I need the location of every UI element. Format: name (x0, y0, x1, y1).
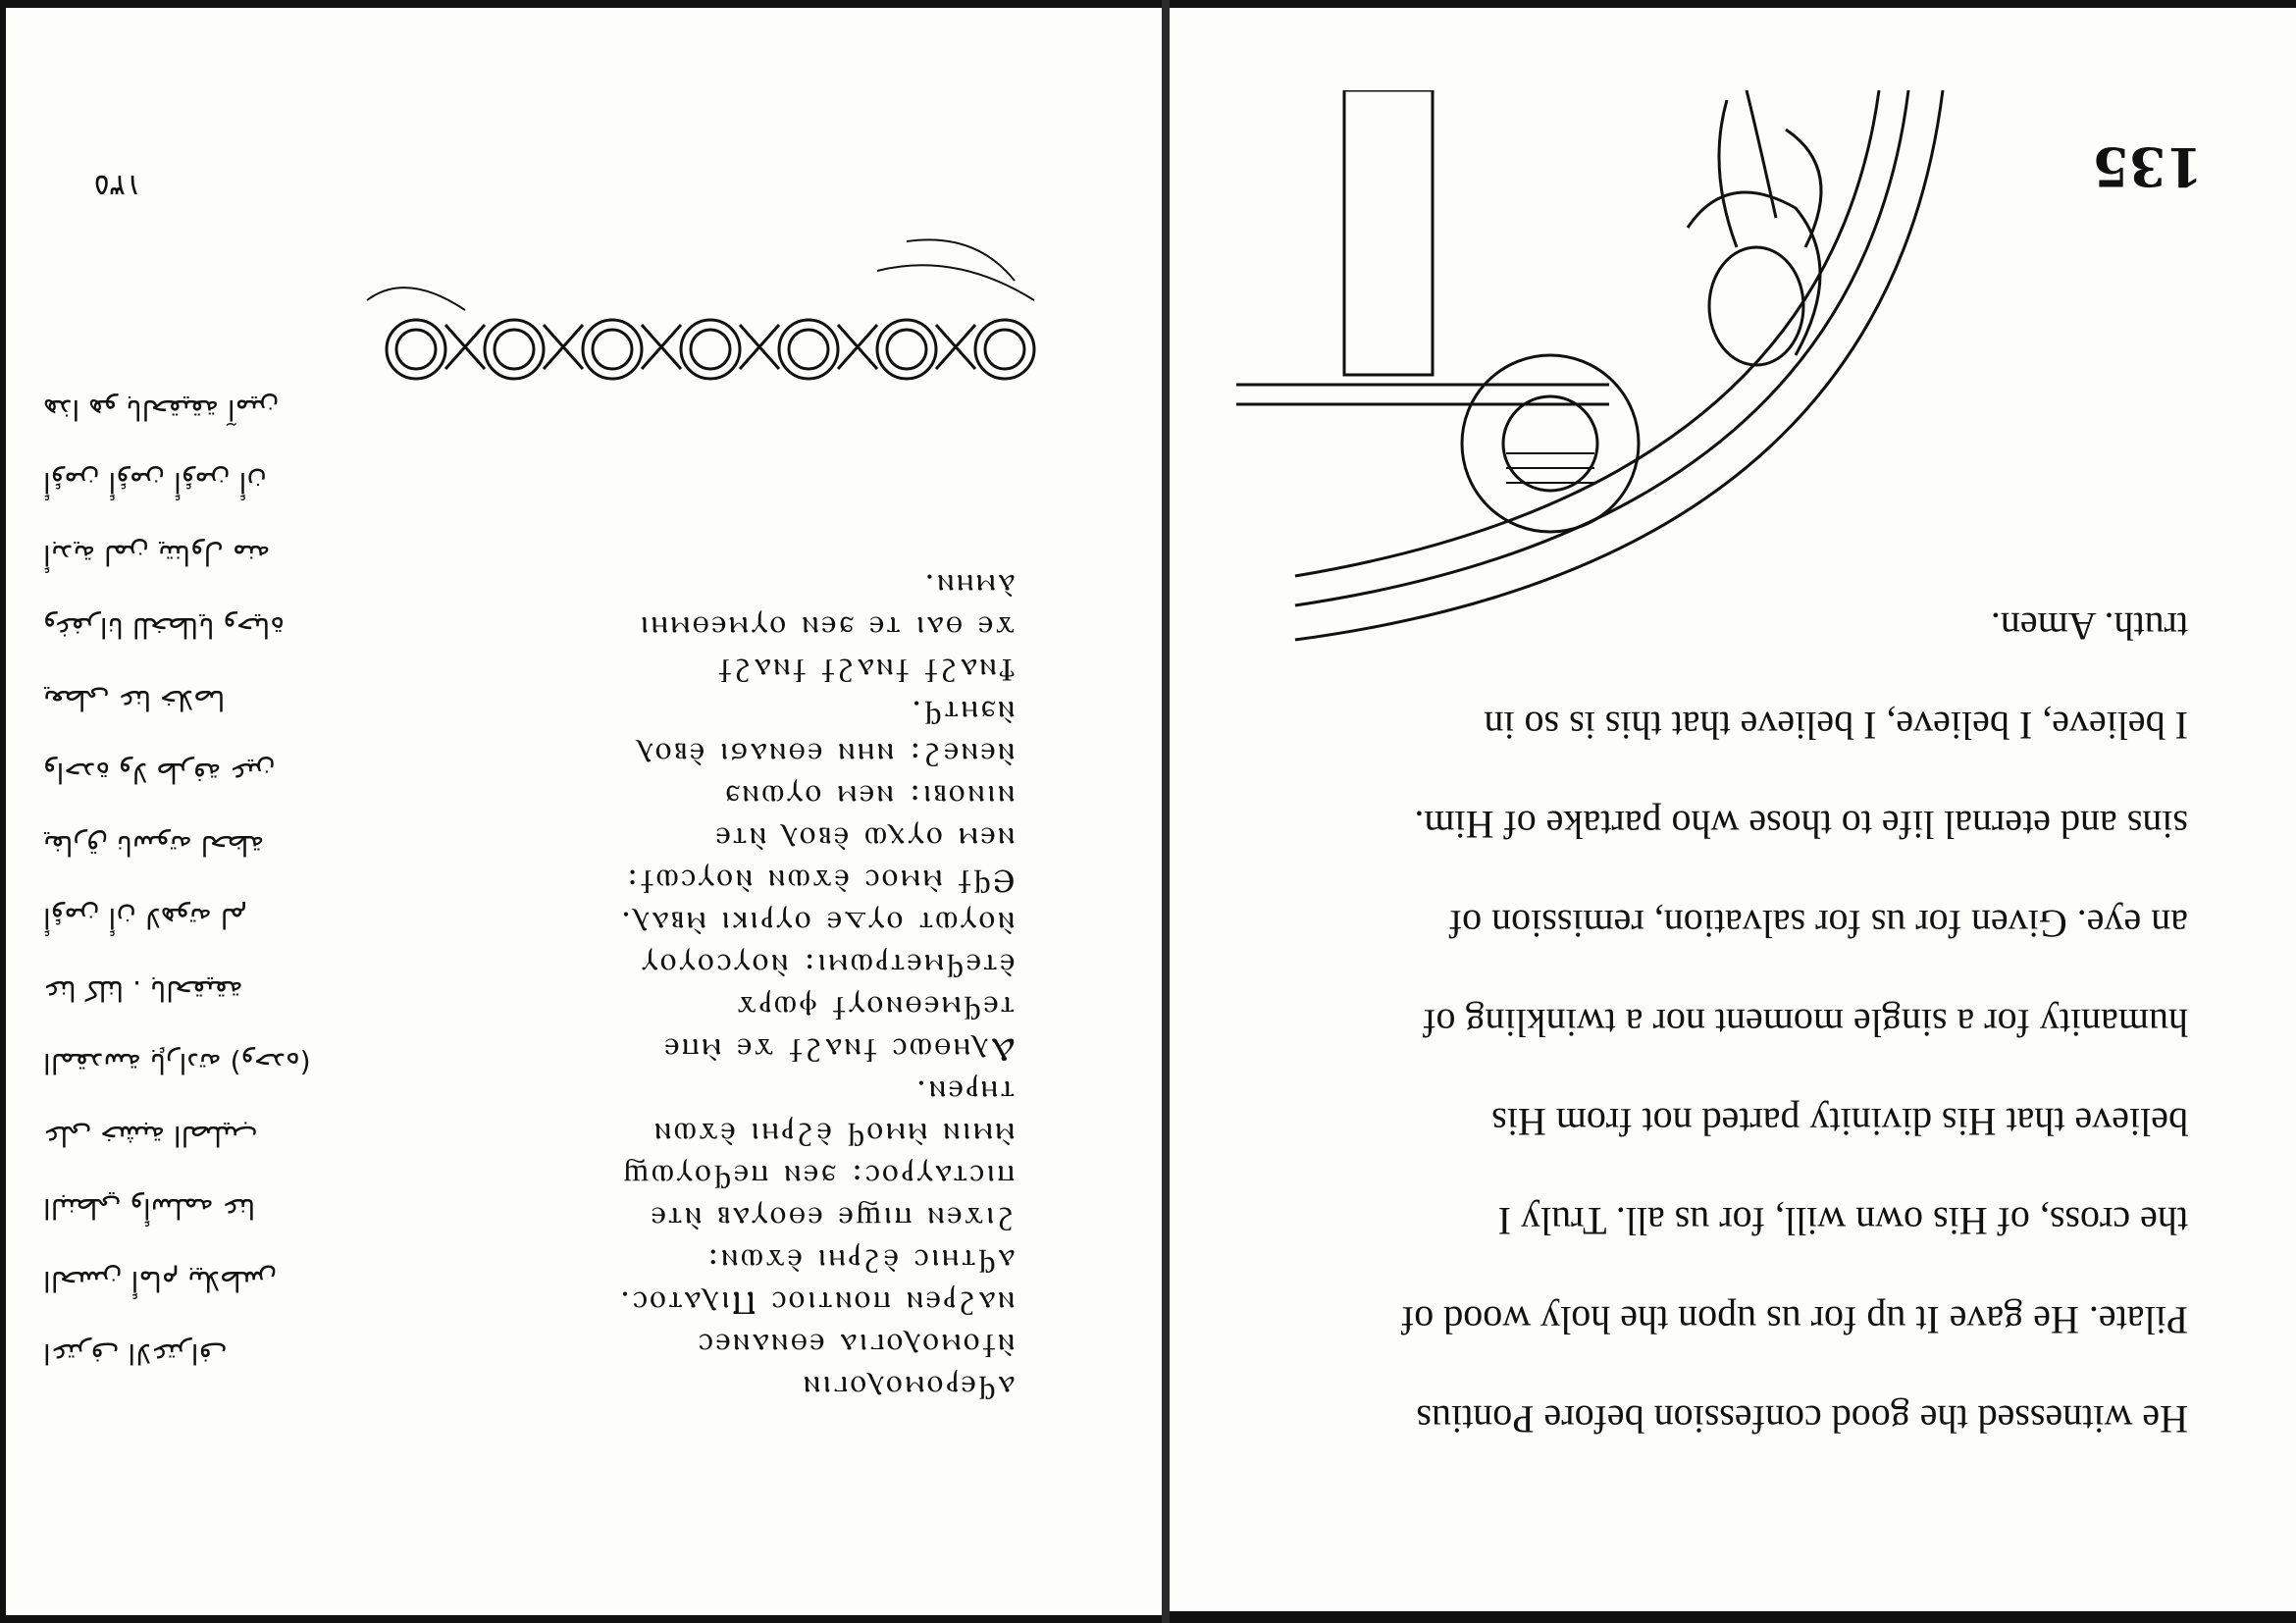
text-line: وغفرانا للخطايا وحياة (43, 611, 285, 644)
page-number: 135 (2092, 135, 2203, 198)
text-line: ⲛⲉⲙ ⲟⲩⲭⲱ ⲉ̀ⲃⲟⲗ ⲛ̀ⲧⲉ (712, 820, 1015, 859)
text-line: يعطى عنا خلاصا (43, 684, 226, 716)
text-line: He witnessed the good confession before Pontius (1416, 1397, 2188, 1441)
text-line: ⲛ̀ϯⲟⲙⲟⲗⲟⲅⲓⲁ ⲉⲑⲛⲁⲛⲉⲥ (696, 1327, 1015, 1365)
text-line: ⲉ̀ⲧⲉϥⲙⲉⲧⲣⲱⲙⲓ: ⲛ̀ⲟⲩⲥⲟⲩⲟⲩ (638, 947, 1015, 985)
text-line: humanity for a single moment nor a twinkling of (1423, 1001, 2188, 1045)
text-line: ⲧⲏⲣⲉⲛ. (913, 1073, 1015, 1112)
text-line: ⲛⲓⲛⲟⲃⲓ: ⲛⲉⲙ ⲟⲩⲱⲛϧ (722, 778, 1015, 816)
book-gutter (1162, 0, 1170, 1623)
text-line: I believe, I believe, I believe that this is so in (1484, 704, 2188, 748)
text-line: the cross, of His own will, for us all. Truly I (1497, 1199, 2188, 1243)
text-line: اعترف الاعتراف (43, 1337, 228, 1370)
text-line: Pilate. He gave It up for us upon the holy wood of (1400, 1298, 2188, 1342)
arabic-paragraph (43, 373, 357, 1389)
text-line: ⲛ̀ⲟⲩⲱⲧ ⲟⲩⲇⲉ ⲟⲩⲣⲓⲕⲓ ⲙ̀ⲃⲁⲗ. (617, 905, 1015, 943)
text-line: واحدة ولا طرفة عين (43, 757, 276, 789)
text-line: أؤمن أن لاهوته لم (43, 902, 247, 934)
text-line: ⲡⲓⲥⲧⲁⲩⲣⲟⲥ: ϧⲉⲛ ⲡⲉϥⲟⲩⲱϣ (620, 1158, 1015, 1196)
text-line: believe that His divinity parted not from His (1491, 1100, 2188, 1144)
text-line: هذا هو بالحقيقة آمين (43, 393, 280, 426)
text-line: على خشبة الصليب (43, 1120, 258, 1152)
christ-and-cross-illustration (1236, 90, 1982, 679)
text-line: أؤمن أؤمن أؤمن أن (43, 466, 267, 498)
text-line: truth. Amen. (1990, 604, 2188, 649)
text-line: الحسن أمام بيلاطس (43, 1265, 278, 1297)
text-line: ⲁϥⲧⲏⲓⲥ ⲉ̀ϩⲣⲏⲓ ⲉ̀ϫⲱⲛ: (704, 1242, 1015, 1281)
text-line: ⲧⲉϥⲙⲉⲑⲛⲟⲩϯ ⲫⲱⲣϫ (734, 989, 1015, 1027)
text-line: ⲙ̀ⲙⲓⲛ ⲙ̀ⲙⲟϥ ⲉ̀ϩⲣⲏⲓ ⲉ̀ϫⲱⲛ (652, 1116, 1015, 1154)
coptic-paragraph (465, 565, 1015, 1409)
text-line: ⲛ̀ⲉⲛⲉϩ: ⲛⲏⲛ ⲉⲑⲛⲁϭⲓ ⲉ̀ⲃⲟⲗ (635, 736, 1015, 774)
text-line: عنا كلنا . بالحقيقة (43, 974, 243, 1007)
arabic-page-number: ١٣٥ (93, 168, 141, 202)
text-line: Ⲁⲗⲏⲑⲱⲥ ϯⲛⲁϩϯ ϫⲉ ⲙ̀ⲡⲉ (661, 1031, 1015, 1070)
text-line: ϩⲓϫⲉⲛ ⲡⲓϣⲉ ⲉⲑⲟⲩⲁⲃ ⲛ̀ⲧⲉ (648, 1200, 1015, 1238)
text-line: البنطي وأسلمه عنا (43, 1192, 256, 1225)
text-line: ⲛ̀ϧⲏⲧϥ. (908, 694, 1015, 732)
text-line: ϫⲉ ⲑⲁⲓ ⲧⲉ ϧⲉⲛ ⲟⲩⲙⲉⲑⲙⲏⲓ (637, 609, 1015, 648)
text-line: ⲁ̀ⲙⲏⲛ. (921, 567, 1015, 605)
text-line: ⲛⲁϩⲣⲉⲛ ⲡⲟⲛⲧⲓⲟⲥ Ⲡⲓⲗⲁⲧⲟⲥ. (616, 1284, 1015, 1323)
text-line: المقدسة بإرادته (وحده) (43, 1047, 311, 1079)
decorative-border-ornament (338, 222, 1073, 418)
text-line: an eye. Given for us for salvation, remission of (1448, 902, 2188, 946)
text-line: يفارق ناسوته لحظة (43, 829, 265, 862)
text-line: Ⲉϥϯ ⲙ̀ⲙⲟⲥ ⲉ̀ϫⲱⲛ ⲛ̀ⲟⲩⲥⲱϯ: (624, 863, 1015, 901)
text-line: أبدية لمن يتناول منه (43, 539, 271, 571)
english-paragraph (1285, 577, 2188, 1469)
text-line: sins and eternal life to those who partake of Him. (1414, 803, 2188, 847)
coptic-arabic-page (6, 8, 1162, 1615)
text-line: ⲁϥⲉⲣⲟⲙⲟⲗⲟⲅⲓⲛ (801, 1369, 1015, 1407)
english-page (1170, 8, 2296, 1611)
text-line: Ϯⲛⲁϩϯ ϯⲛⲁϩϯ ϯⲛⲁϩϯ (715, 652, 1015, 690)
